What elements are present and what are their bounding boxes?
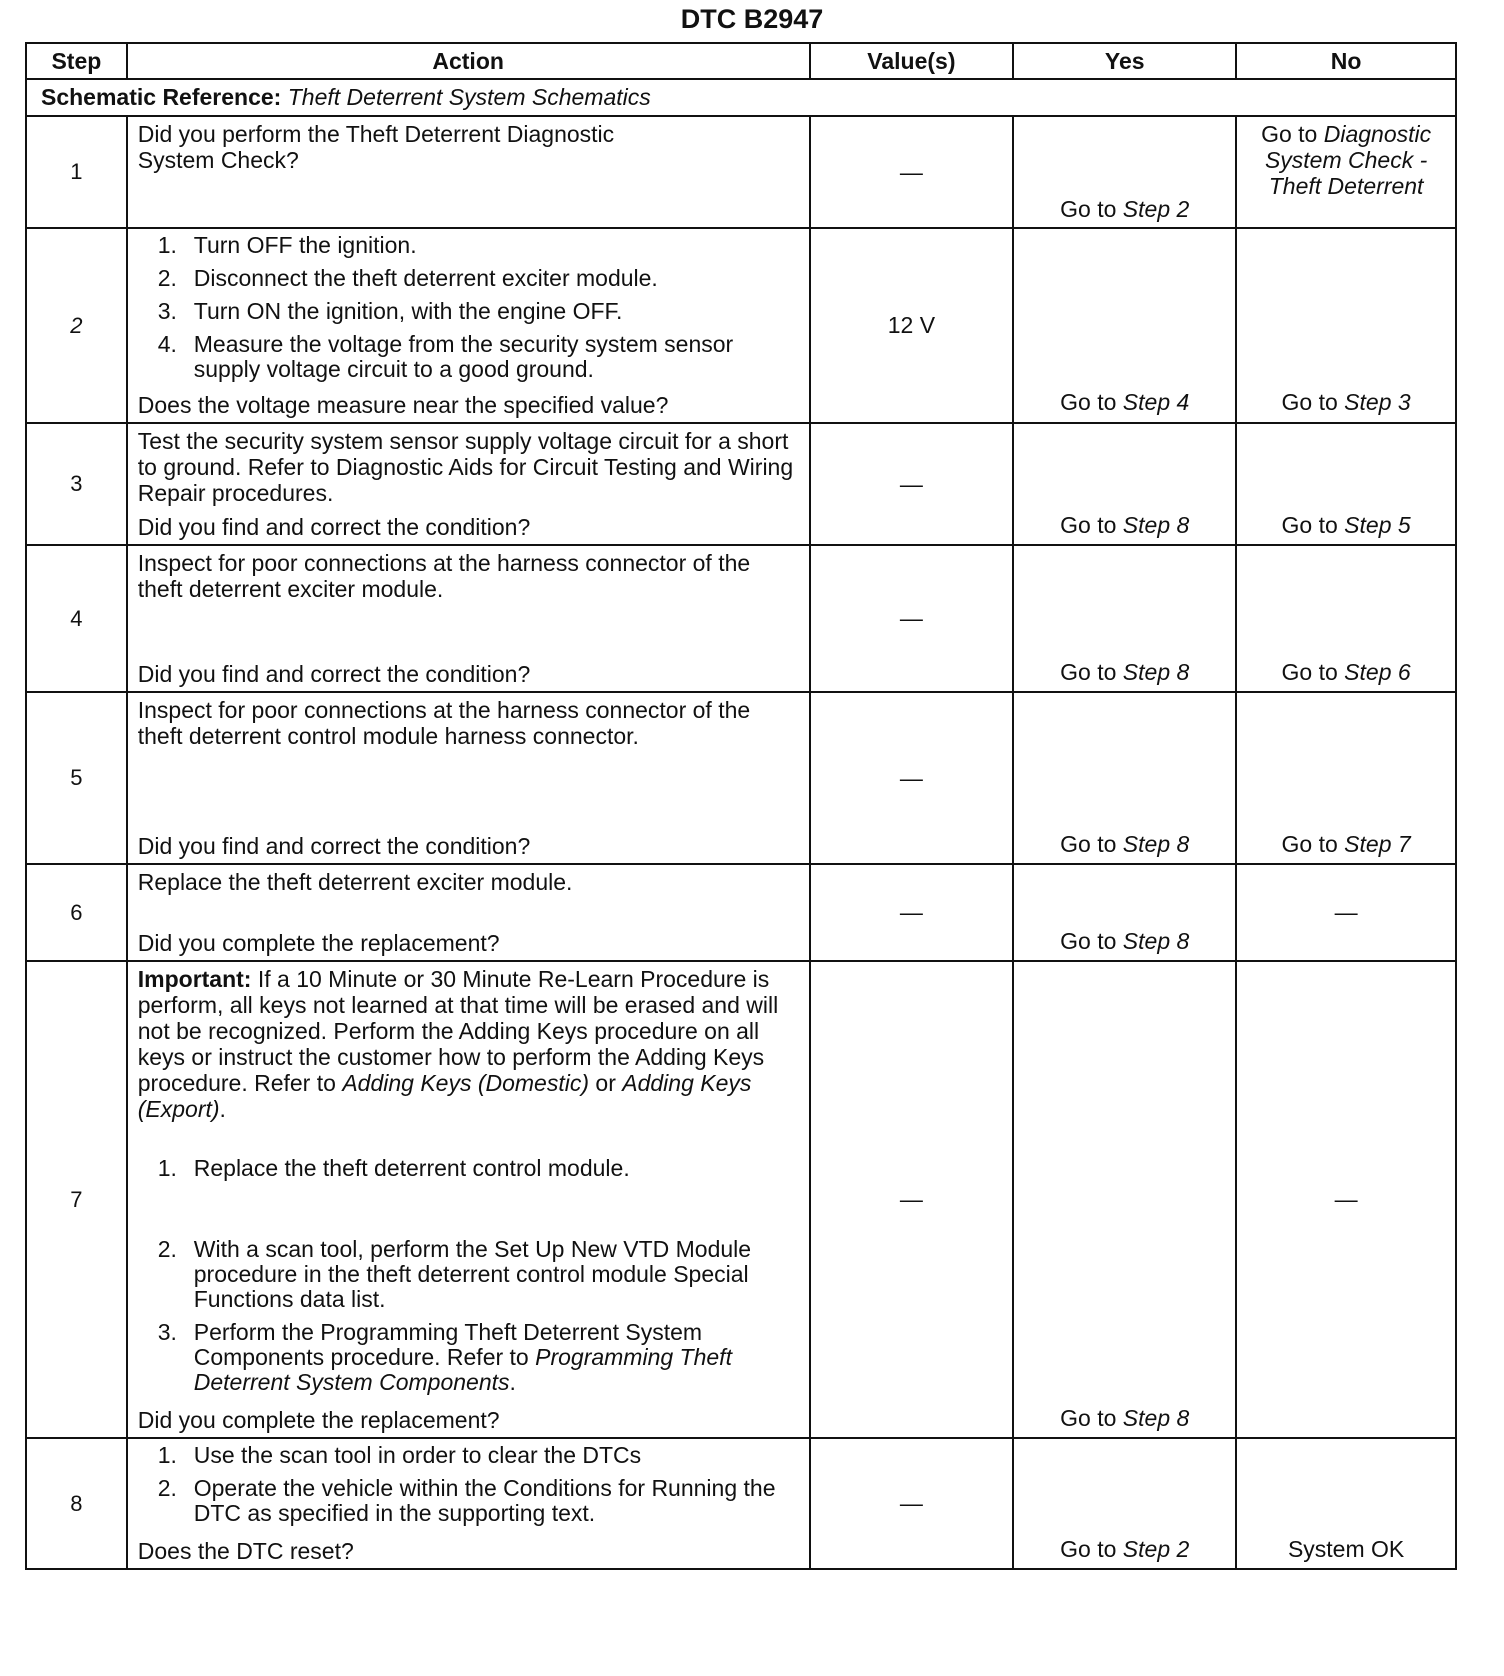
no-target: Diagnostic System Check - Theft Deterrent bbox=[1264, 121, 1432, 199]
yes-cell bbox=[1013, 961, 1236, 1438]
action-question: Does the voltage measure near the specified value? bbox=[137, 392, 669, 418]
action-cell bbox=[127, 1438, 810, 1569]
value-cell: — bbox=[810, 1438, 1014, 1569]
page-title: DTC B2947 bbox=[680, 4, 824, 34]
action-text: Inspect for poor connections at the harness connector of the theft deterrent control module harness connector. bbox=[137, 697, 751, 749]
list-item: 1. Use the scan tool in order to clear the DTCs bbox=[157, 1442, 642, 1468]
table-row bbox=[26, 692, 1456, 864]
table-row bbox=[26, 545, 1456, 692]
yes-prefix: Go to bbox=[1060, 196, 1117, 222]
no-header: No bbox=[1236, 43, 1456, 79]
yes-cell bbox=[1013, 1438, 1236, 1569]
yes-link[interactable] bbox=[1060, 196, 1189, 223]
yes-cell bbox=[1013, 228, 1236, 423]
action-cell bbox=[127, 116, 810, 228]
value-cell: — bbox=[810, 961, 1014, 1438]
adding-keys-export-link[interactable]: Adding Keys (Export) bbox=[137, 1070, 752, 1122]
table-row bbox=[26, 1438, 1456, 1569]
no-link[interactable] bbox=[1241, 121, 1451, 199]
no-cell bbox=[1236, 423, 1456, 545]
action-question: Does the DTC reset? bbox=[137, 1538, 354, 1564]
step-number: 1 bbox=[26, 116, 127, 228]
action-text: Replace the theft deterrent exciter module. bbox=[137, 869, 573, 895]
important-text: If a 10 Minute or 30 Minute Re-Learn Procedure is perform, all keys not learned at that time will be erased and will not be recognized. Perform the Adding Keys procedure on all keys or instruct the customer how to perform the Adding Keys procedure. Refer to bbox=[137, 966, 779, 1096]
step-number: 8 bbox=[26, 1438, 127, 1569]
procedure-list bbox=[138, 1443, 801, 1534]
action-cell bbox=[127, 228, 810, 423]
value-cell: — bbox=[810, 692, 1014, 864]
no-cell bbox=[1236, 116, 1456, 228]
step-number bbox=[26, 228, 127, 423]
no-cell bbox=[1236, 692, 1456, 864]
yes-cell bbox=[1013, 864, 1236, 961]
action-text: Test the security system sensor supply voltage circuit for a short to ground. Refer to Diagnostic Aids for Circuit Testing and Wiring Repair procedures. bbox=[137, 428, 794, 506]
yes-link[interactable]: Go to Step 8 bbox=[1060, 659, 1190, 685]
value-cell: — bbox=[810, 116, 1014, 228]
values-header: Value(s) bbox=[810, 43, 1014, 79]
action-question: Did you complete the replacement? bbox=[137, 930, 500, 956]
no-cell bbox=[1236, 545, 1456, 692]
list-item: 1. Turn OFF the ignition. bbox=[157, 232, 417, 258]
yes-link[interactable]: Go to Step 8 bbox=[1060, 512, 1190, 538]
value-cell: 12 V bbox=[810, 228, 1014, 423]
yes-cell bbox=[1013, 116, 1236, 228]
list-item: 2. Operate the vehicle within the Conditions for Running the DTC as specified in the supporting text. bbox=[157, 1475, 776, 1526]
list-item: 3. Turn ON the ignition, with the engine OFF. bbox=[157, 298, 623, 324]
list-item: 3. Perform the Programming Theft Deterrent System Components procedure. Refer to Programming Theft Deterrent System Components. bbox=[157, 1319, 732, 1395]
action-question: Did you find and correct the condition? bbox=[137, 661, 531, 687]
action-cell bbox=[127, 961, 810, 1438]
diagnostic-table bbox=[25, 42, 1457, 1570]
yes-header: Yes bbox=[1013, 43, 1236, 79]
step-number: 3 bbox=[26, 423, 127, 545]
table-row bbox=[26, 961, 1456, 1438]
adding-keys-domestic-link[interactable]: Adding Keys (Domestic) bbox=[342, 1070, 590, 1096]
yes-cell bbox=[1013, 423, 1236, 545]
important-or: or bbox=[595, 1070, 616, 1096]
no-cell bbox=[1236, 1438, 1456, 1569]
action-cell bbox=[127, 423, 810, 545]
yes-link[interactable]: Go to Step 4 bbox=[1060, 389, 1190, 415]
action-text: Inspect for poor connections at the harness connector of the theft deterrent exciter module. bbox=[137, 550, 751, 602]
action-header: Action bbox=[127, 43, 810, 79]
step-number-text: 2 bbox=[70, 312, 83, 338]
step-number: 6 bbox=[26, 864, 127, 961]
table-row bbox=[26, 228, 1456, 423]
yes-link[interactable]: Go to Step 8 bbox=[1060, 928, 1190, 954]
action-text: Did you perform the Theft Deterrent Diagnostic System Check? bbox=[137, 121, 615, 173]
important-label: Important: bbox=[137, 966, 252, 992]
value-cell: — bbox=[810, 864, 1014, 961]
no-result: System OK bbox=[1287, 1536, 1405, 1562]
yes-cell bbox=[1013, 692, 1236, 864]
no-cell bbox=[1236, 228, 1456, 423]
important-note: Important: If a 10 Minute or 30 Minute Re-Learn Procedure is perform, all keys not learned at that time will be erased and will not be recognized. Perform the Adding Keys procedure on all keys or instruct the customer how to perform the Adding Keys procedure. Refer to Adding Keys (Domestic) or Adding Keys (Export). bbox=[137, 966, 779, 1122]
schematic-link[interactable]: Theft Deterrent System Schematics bbox=[287, 84, 651, 110]
action-question: Did you find and correct the condition? bbox=[137, 514, 531, 540]
list-item: 1. Replace the theft deterrent control module. bbox=[157, 1155, 630, 1181]
step-number: 7 bbox=[26, 961, 127, 1438]
action-cell bbox=[127, 692, 810, 864]
header-row bbox=[26, 43, 1456, 79]
table-row bbox=[26, 423, 1456, 545]
list-item: 2. Disconnect the theft deterrent exciter module. bbox=[157, 265, 658, 291]
yes-target: Step 2 bbox=[1122, 196, 1190, 222]
procedure-list bbox=[138, 233, 801, 390]
no-cell: — bbox=[1236, 864, 1456, 961]
no-link[interactable]: Go to Step 6 bbox=[1281, 659, 1411, 685]
table-row bbox=[26, 864, 1456, 961]
programming-link[interactable]: Programming Theft Deterrent System Components bbox=[193, 1344, 732, 1395]
procedure-list bbox=[138, 1156, 801, 1395]
yes-link[interactable]: Go to Step 8 bbox=[1060, 1405, 1190, 1431]
list-item: 4. Measure the voltage from the security system sensor supply voltage circuit to a good ground. bbox=[157, 331, 734, 382]
list-item: 2. With a scan tool, perform the Set Up New VTD Module procedure in the theft deterrent control module Special Functions data list. bbox=[157, 1236, 752, 1312]
step-header: Step bbox=[26, 43, 127, 79]
no-link[interactable]: Go to Step 5 bbox=[1281, 512, 1411, 538]
action-question: Did you complete the replacement? bbox=[137, 1407, 500, 1433]
step-number: 5 bbox=[26, 692, 127, 864]
table-row bbox=[26, 116, 1456, 228]
no-link[interactable]: Go to Step 7 bbox=[1281, 831, 1411, 857]
step-number: 4 bbox=[26, 545, 127, 692]
schematic-reference bbox=[26, 79, 1456, 116]
schematic-label: Schematic Reference: bbox=[41, 84, 282, 110]
yes-link[interactable]: Go to Step 8 bbox=[1060, 831, 1190, 857]
schematic-row bbox=[26, 79, 1456, 116]
yes-link[interactable]: Go to Step 2 bbox=[1060, 1536, 1190, 1562]
no-cell: — bbox=[1236, 961, 1456, 1438]
action-cell bbox=[127, 864, 810, 961]
no-prefix: Go to bbox=[1261, 121, 1318, 147]
yes-cell bbox=[1013, 545, 1236, 692]
action-cell bbox=[127, 545, 810, 692]
value-cell: — bbox=[810, 423, 1014, 545]
action-question: Did you find and correct the condition? bbox=[137, 833, 531, 859]
value-cell: — bbox=[810, 545, 1014, 692]
no-link[interactable]: Go to Step 3 bbox=[1281, 389, 1411, 415]
